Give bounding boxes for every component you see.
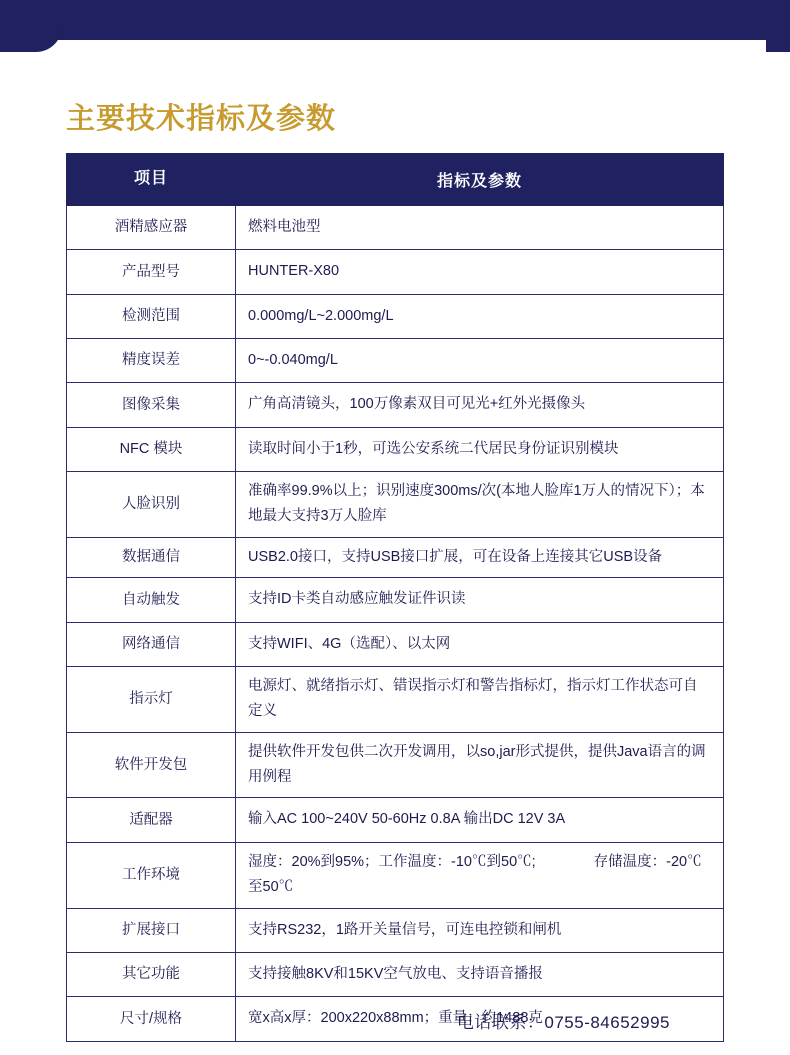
row-value: 读取时间小于1秒，可选公安系统二代居民身份证识别模块 xyxy=(236,427,724,471)
table-header-row xyxy=(67,154,724,206)
row-value: 湿度：20%到95%；工作温度：-10℃到50℃; 存储温度：-20℃至50℃ xyxy=(236,842,724,908)
top-decoration-bar xyxy=(0,0,790,52)
row-item: 精度误差 xyxy=(67,338,236,382)
row-item: 产品型号 xyxy=(67,250,236,294)
top-bar-notch xyxy=(0,0,62,52)
row-value: 支持WIFI、4G（选配）、以太网 xyxy=(236,622,724,666)
row-value: 电源灯、就绪指示灯、错误指示灯和警告指标灯，指示灯工作状态可自定义 xyxy=(236,666,724,732)
row-item: NFC 模块 xyxy=(67,427,236,471)
row-value: 广角高清镜头，100万像素双目可见光+红外光摄像头 xyxy=(236,383,724,427)
table-row xyxy=(67,338,724,382)
table-row xyxy=(67,205,724,249)
row-value: 输入AC 100~240V 50-60Hz 0.8A 输出DC 12V 3A xyxy=(236,798,724,842)
row-value: 支持RS232，1路开关量信号，可连电控锁和闸机 xyxy=(236,908,724,952)
table-row xyxy=(67,383,724,427)
row-value: 准确率99.9%以上；识别速度300ms/次(本地人脸库1万人的情况下）；本地最大支持3万人脸库 xyxy=(236,472,724,538)
page-title: 主要技术指标及参数 xyxy=(66,103,337,135)
row-item: 工作环境 xyxy=(67,842,236,908)
table-row xyxy=(67,294,724,338)
bottom-rule xyxy=(0,1049,790,1055)
table-row xyxy=(67,952,724,996)
row-value: HUNTER-X80 xyxy=(236,250,724,294)
row-item: 扩展接口 xyxy=(67,908,236,952)
row-item: 适配器 xyxy=(67,798,236,842)
table-row xyxy=(67,427,724,471)
row-item: 网络通信 xyxy=(67,622,236,666)
row-value: 支持ID卡类自动感应触发证件识读 xyxy=(236,578,724,622)
row-item: 自动触发 xyxy=(67,578,236,622)
row-value: 提供软件开发包供二次开发调用，以so,jar形式提供，提供Java语言的调用例程 xyxy=(236,732,724,798)
row-item: 人脸识别 xyxy=(67,472,236,538)
top-bar-fill xyxy=(0,0,790,40)
footer-contact: 电话联系：0755-84652995 xyxy=(456,1013,670,1032)
row-item: 检测范围 xyxy=(67,294,236,338)
table-row xyxy=(67,472,724,538)
table-row xyxy=(67,842,724,908)
row-item: 其它功能 xyxy=(67,952,236,996)
row-value: 支持接触8KV和15KV空气放电、支持语音播报 xyxy=(236,952,724,996)
top-bar-right-cap xyxy=(766,0,790,52)
row-item: 尺寸/规格 xyxy=(67,997,236,1041)
table-row xyxy=(67,622,724,666)
table-row xyxy=(67,798,724,842)
table-row xyxy=(67,732,724,798)
row-item: 数据通信 xyxy=(67,537,236,577)
table-row xyxy=(67,666,724,732)
row-value: 燃料电池型 xyxy=(236,205,724,249)
header-item: 项目 xyxy=(67,154,236,206)
row-item: 指示灯 xyxy=(67,666,236,732)
row-item: 软件开发包 xyxy=(67,732,236,798)
table-row xyxy=(67,578,724,622)
row-value: 0.000mg/L~2.000mg/L xyxy=(236,294,724,338)
header-value: 指标及参数 xyxy=(236,154,724,206)
row-value: 宽x高x厚：200x220x88mm；重量：约1488克 xyxy=(236,997,724,1041)
row-value: USB2.0接口，支持USB接口扩展，可在设备上连接其它USB设备 xyxy=(236,537,724,577)
row-value: 0~-0.040mg/L xyxy=(236,338,724,382)
table-row xyxy=(67,250,724,294)
row-item: 酒精感应器 xyxy=(67,205,236,249)
row-item: 图像采集 xyxy=(67,383,236,427)
table-row xyxy=(67,537,724,577)
table-row xyxy=(67,908,724,952)
specification-table xyxy=(66,153,724,1042)
